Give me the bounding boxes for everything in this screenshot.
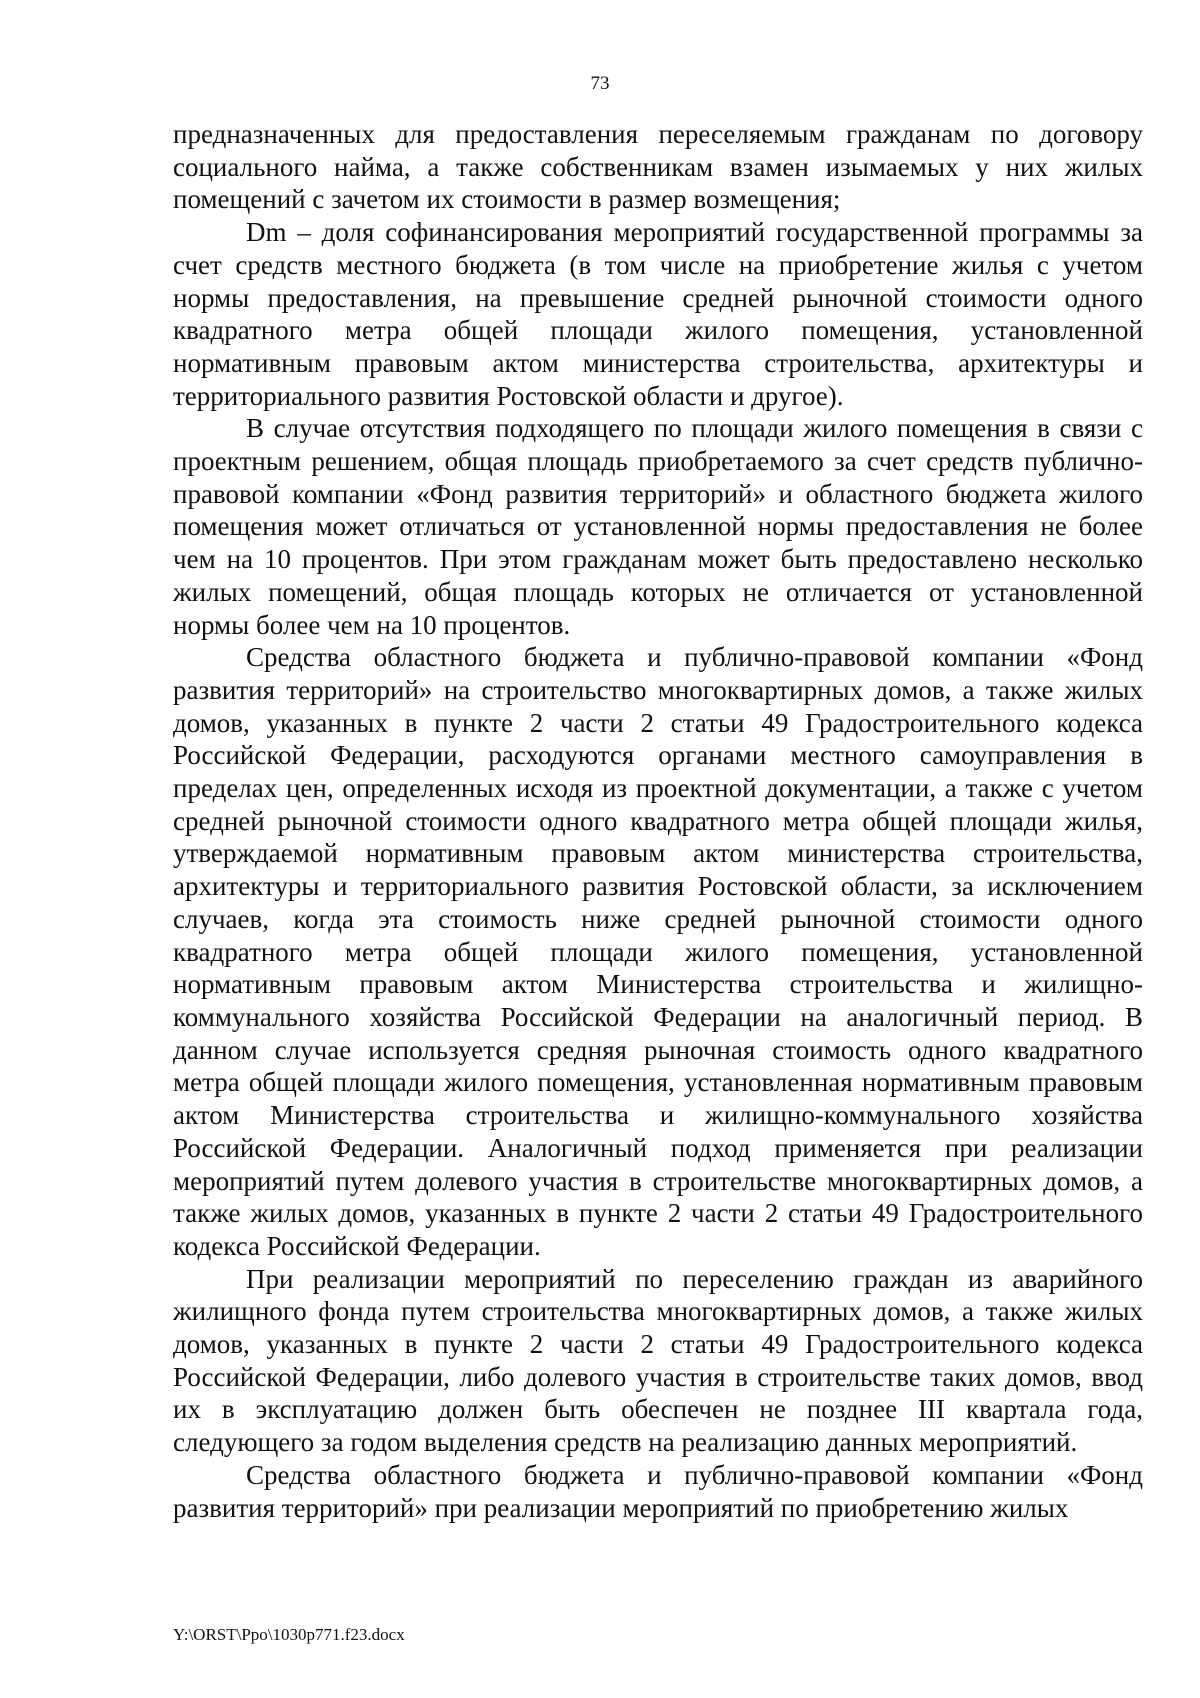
- paragraph: В случае отсутствия подходящего по площади жилого помещения в связи с проектным решением, общая площадь приобретаемого за счет средств публично-правовой компании «Фонд развития территорий» и областного бюджета жилого помещения может отличаться от установленной нормы предоставления не более чем на 10 процентов. При этом гражданам может быть предоставлено несколько жилых помещений, общая площадь которых не отличается от установленной нормы более чем на 10 процентов.: [173, 413, 1143, 640]
- footer-file-path: Y:\ORST\Ppo\1030p771.f23.docx: [173, 1625, 405, 1644]
- paragraph: При реализации мероприятий по переселению граждан из аварийного жилищного фонда путем строительства многоквартирных домов, а также жилых домов, указанных в пункте 2 части 2 статьи 49 Градостроительного кодекса Российской Федерации, либо долевого участия в строительстве таких домов, ввод их в эксплуатацию должен быть обеспечен не позднее III квартала года, следующего за годом выделения средств на реализацию данных мероприятий.: [173, 1263, 1143, 1458]
- paragraph: Средства областного бюджета и публично-правовой компании «Фонд развития территорий» на строительство многоквартирных домов, а также жилых домов, указанных в пункте 2 части 2 статьи 49 Градостроительного кодекса Российской Федерации, расходуются органами местного самоуправления в пределах цен, определенных исходя из проектной документации, а также с учетом средней рыночной стоимости одного квадратного метра общей площади жилья, утверждаемой нормативным правовым актом министерства строительства, архитектуры и территориального развития Ростовской области, за исключением случаев, когда эта стоимость ниже средней рыночной стоимости одного квадратного метра общей площади жилого помещения, установленной нормативным правовым актом Министерства строительства и жилищно-коммунального хозяйства Российской Федерации на аналогичный период. В данном случае используется средняя рыночная стоимость одного квадратного метра общей площади жилого помещения, установленная нормативным правовым актом Министерства строительства и жилищно-коммунального хозяйства Российской Федерации. Аналогичный подход применяется при реализации мероприятий путем долевого участия в строительстве многоквартирных домов, а также жилых домов, указанных в пункте 2 части 2 статьи 49 Градостроительного кодекса Российской Федерации.: [173, 642, 1143, 1261]
- page-number: 73: [590, 73, 610, 94]
- paragraph: Dm – доля софинансирования мероприятий государственной программы за счет средств местного бюджета (в том числе на приобретение жилья с учетом нормы предоставления, на превышение средней рыночной стоимости одного квадратного метра общей площади жилого помещения, установленной нормативным правовым актом министерства строительства, архитектуры и территориального развития Ростовской области и другое).: [173, 217, 1143, 411]
- document-body: [173, 118, 1143, 1524]
- paragraph: Средства областного бюджета и публично-правовой компании «Фонд развития территорий» при реализации мероприятий по приобретению жилых: [173, 1459, 1143, 1523]
- paragraph-continuation: предназначенных для предоставления переселяемым гражданам по договору социального найма, а также собственникам взамен изымаемых у них жилых помещений с зачетом их стоимости в размер возмещения;: [173, 119, 1143, 215]
